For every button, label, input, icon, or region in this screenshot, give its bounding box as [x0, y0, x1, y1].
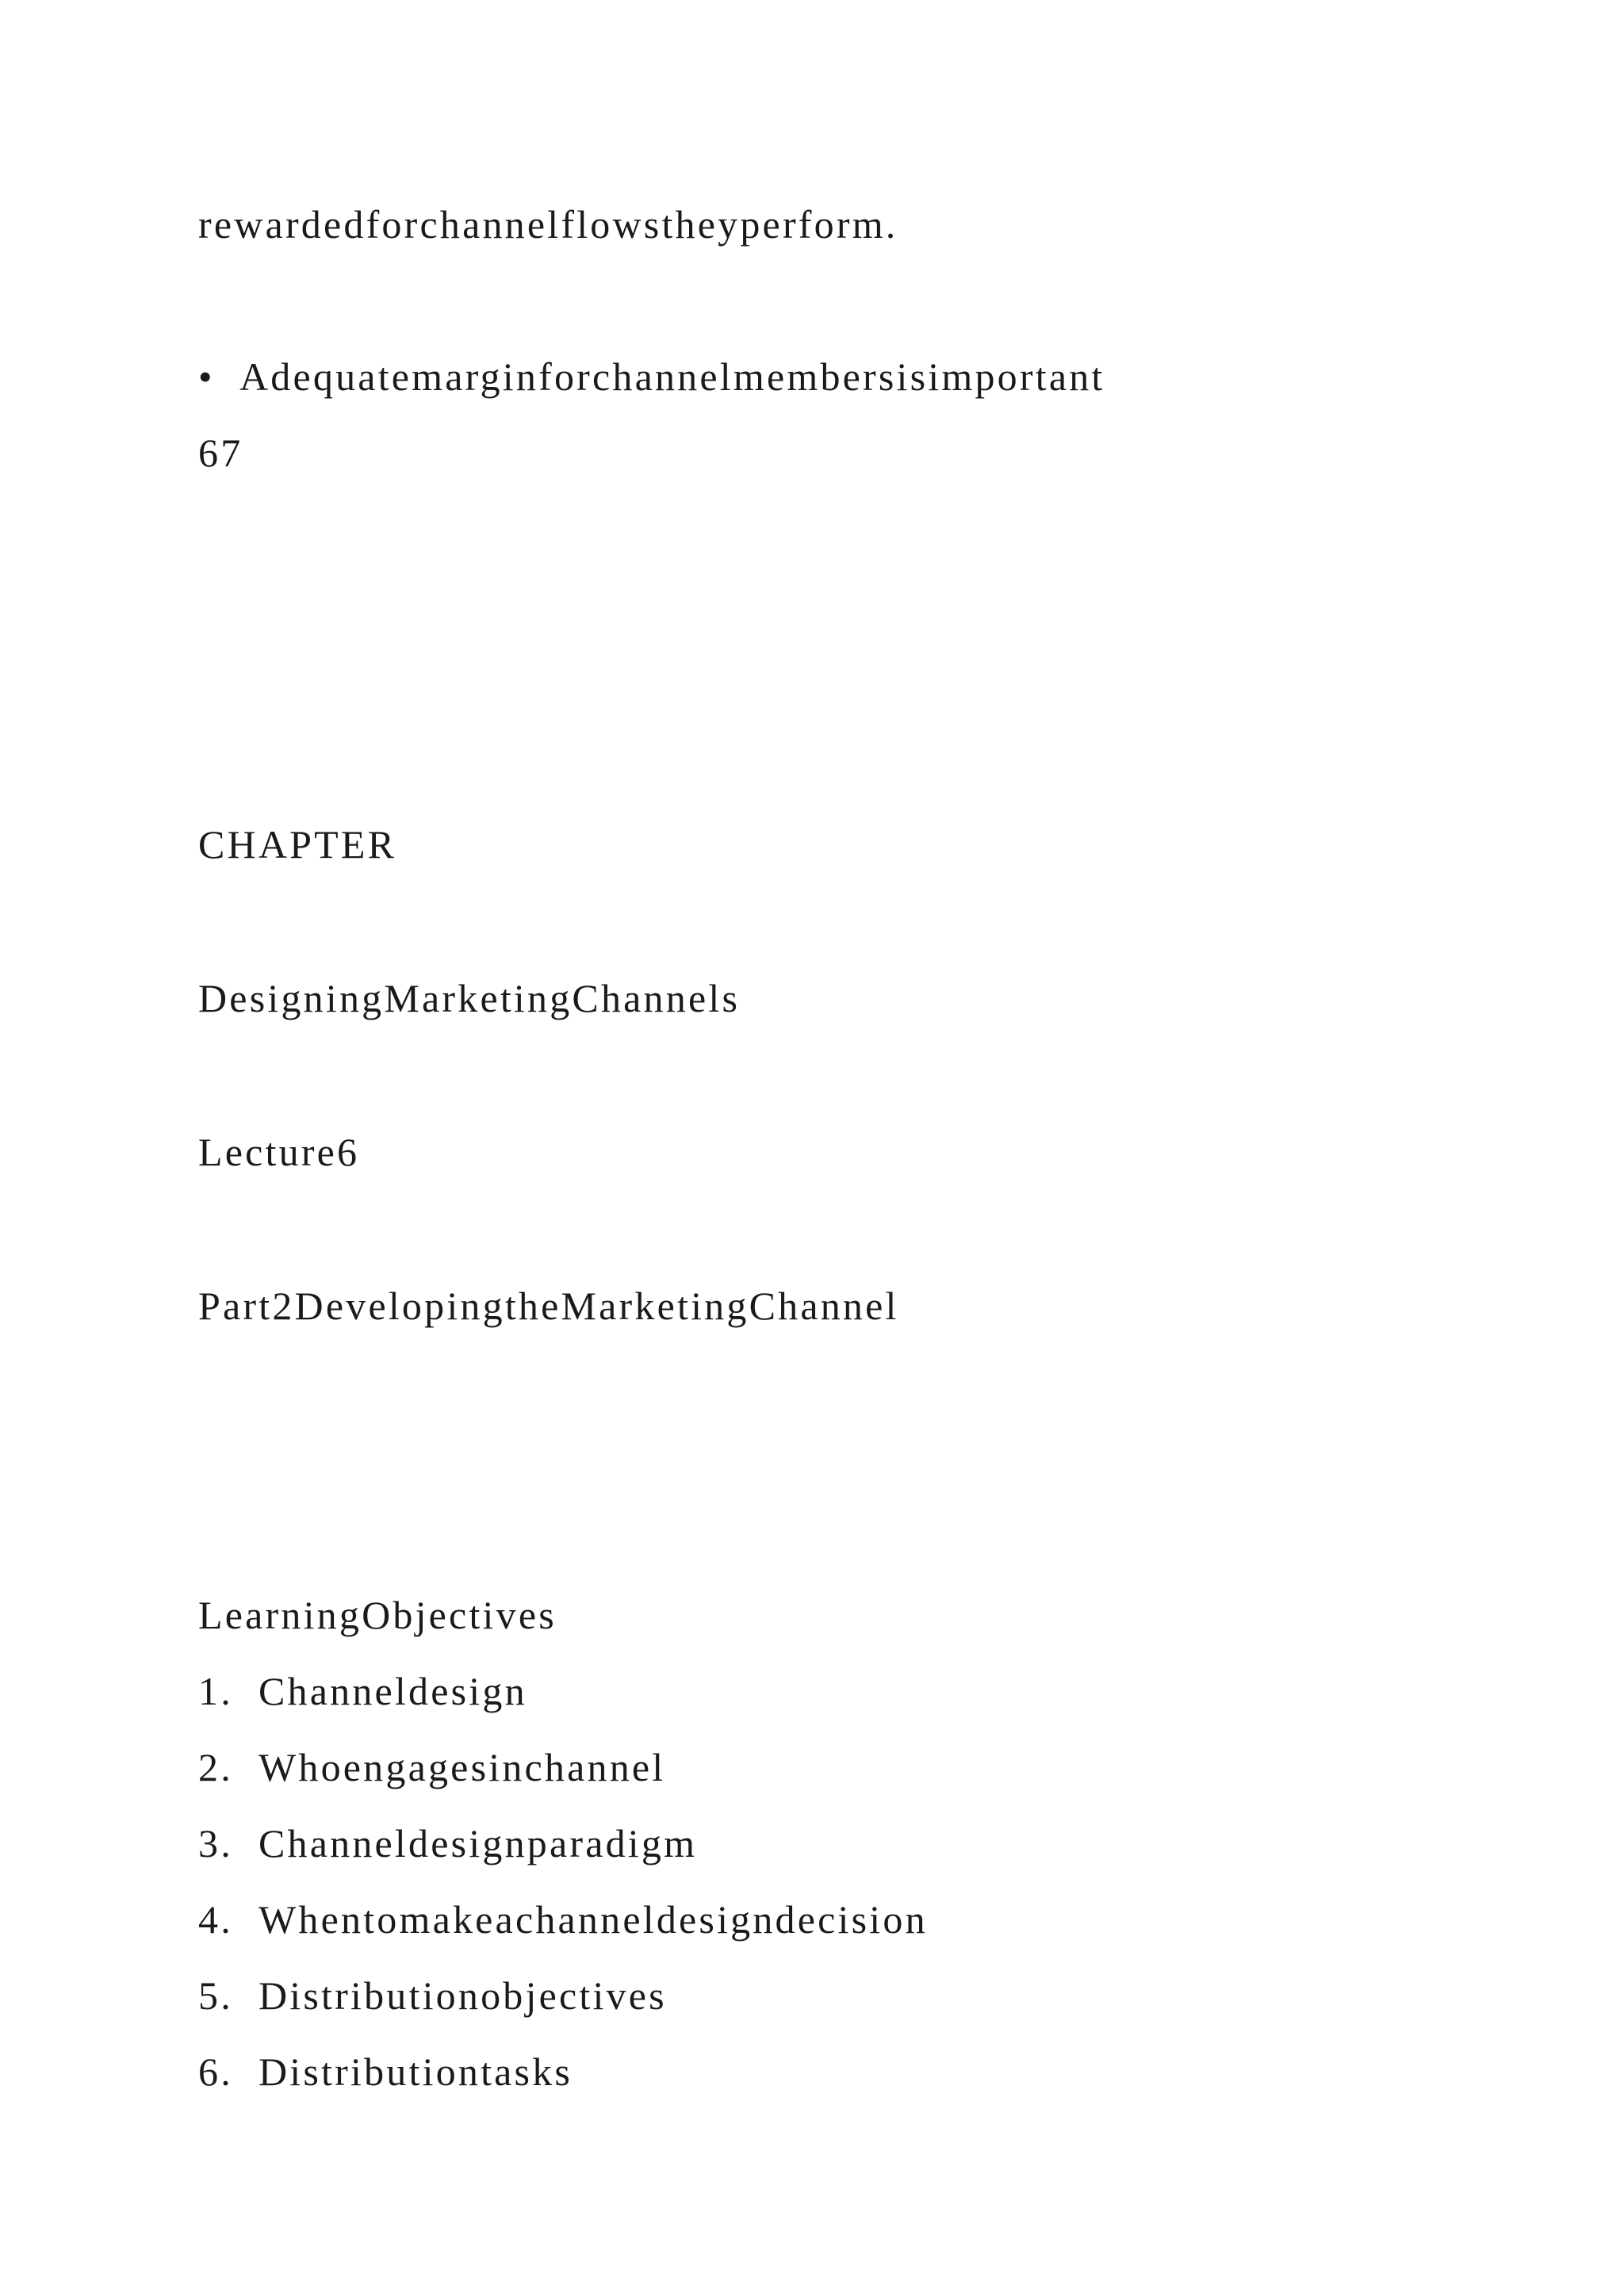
lecture-label: Lecture6 [198, 1130, 360, 1174]
list-number: 6. [198, 2049, 233, 2094]
bullet-icon: • [198, 354, 215, 399]
list-number: 5. [198, 1973, 233, 2018]
list-item [198, 1897, 928, 1942]
list-text: Channeldesignparadigm [259, 1821, 698, 1866]
list-item [198, 1821, 698, 1866]
list-item [198, 1973, 667, 2018]
part-label: Part2DevelopingtheMarketingChannel [198, 1284, 899, 1328]
chapter-title: DesigningMarketingChannels [198, 976, 741, 1020]
list-number: 1. [198, 1669, 233, 1713]
list-text: Distributionobjectives [259, 1973, 667, 2018]
list-number: 3. [198, 1821, 233, 1866]
list-item [198, 1671, 527, 1711]
list-text: Channeldesign [259, 1669, 527, 1713]
list-item [198, 1747, 665, 1787]
list-number: 4. [198, 1897, 233, 1942]
continuation-text: rewardedforchannelflowstheyperform. [198, 202, 898, 247]
chapter-label: CHAPTER [198, 822, 397, 867]
page-number: 67 [198, 430, 243, 475]
list-text: Whoengagesinchannel [259, 1745, 666, 1789]
list-text: Whentomakeachanneldesigndecision [259, 1897, 928, 1942]
list-item [198, 2049, 573, 2094]
objectives-heading: LearningObjectives [198, 1593, 557, 1637]
bullet-item [198, 354, 1105, 399]
bullet-text: Adequatemarginforchannelmembersisimportant [239, 354, 1105, 399]
list-text: Distributiontasks [259, 2049, 573, 2094]
list-number: 2. [198, 1745, 233, 1789]
